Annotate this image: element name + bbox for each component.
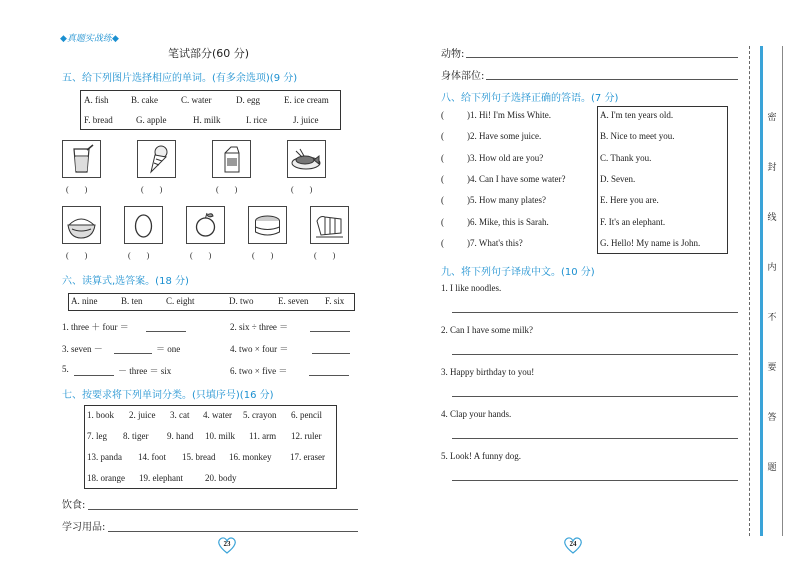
answer-option: D. two — [229, 296, 254, 306]
word-item: 18. orange — [87, 473, 125, 483]
answer-blank[interactable]: ( ) — [314, 251, 336, 260]
answer-item: C. Thank you. — [600, 152, 652, 163]
answer-option: B. ten — [121, 296, 143, 306]
translate-item-4: 4. Clap your hands. — [441, 409, 512, 419]
category-drinks-label: 饮食: — [62, 500, 86, 511]
seal-border — [749, 46, 750, 536]
translate-item-3: 3. Happy birthday to you! — [441, 367, 535, 377]
word-item: 11. arm — [249, 431, 277, 441]
answer-blank[interactable]: ( ) — [216, 185, 238, 194]
header-tag: ◆真题实战练◆ — [60, 34, 119, 44]
section-9-heading: 九、将下列句子译成中文。(10 分) — [441, 267, 595, 278]
rice-bowl-icon — [62, 206, 101, 244]
math-item-4: 4. two × four ＝ — [230, 344, 289, 354]
seal-char: 封 — [767, 163, 777, 173]
answer-blank-open[interactable]: ( — [441, 173, 444, 184]
answer-line[interactable] — [146, 331, 186, 332]
answer-line[interactable] — [74, 375, 114, 376]
question-item: )4. Can I have some water? — [467, 173, 566, 184]
answer-line[interactable] — [312, 353, 350, 354]
word-item: 13. panda — [87, 452, 122, 462]
question-item: )5. How many plates? — [467, 195, 546, 206]
word-option: B. cake — [131, 95, 158, 105]
word-item: 8. tiger — [123, 431, 149, 441]
word-option: C. water — [181, 95, 212, 105]
translate-item-5: 5. Look! A funny dog. — [441, 451, 521, 461]
egg-icon — [124, 206, 163, 244]
word-option: A. fish — [84, 95, 109, 105]
answer-blank-open[interactable]: ( — [441, 216, 444, 227]
seal-char: 答 — [767, 413, 777, 423]
question-item: )2. Have some juice. — [467, 131, 542, 142]
math-item-1: 1. three ＋ four ＝ — [62, 322, 129, 332]
answer-blank[interactable]: ( ) — [252, 251, 274, 260]
answer-line[interactable] — [452, 396, 738, 397]
math-item-3: 3. seven － — [62, 344, 103, 354]
category-school-label: 学习用品: — [62, 522, 106, 533]
answer-item: F. It's an elephant. — [600, 216, 666, 227]
seal-char: 要 — [767, 363, 777, 373]
milk-carton-icon — [212, 140, 251, 178]
answer-blank[interactable]: ( ) — [291, 185, 313, 194]
answer-option: A. nine — [71, 296, 98, 306]
question-item: )3. How old are you? — [467, 152, 544, 163]
word-option: H. milk — [193, 115, 221, 125]
answer-line[interactable] — [310, 331, 350, 332]
math-item-3-rest: ＝ one — [156, 344, 181, 354]
answer-blank[interactable]: ( ) — [66, 251, 88, 260]
seal-accent-line — [760, 46, 763, 536]
answer-line[interactable] — [452, 480, 738, 481]
answer-line[interactable] — [466, 57, 738, 58]
answer-blank-open[interactable]: ( — [441, 237, 444, 248]
word-item: 20. body — [205, 473, 237, 483]
answer-option: E. seven — [278, 296, 309, 306]
cake-icon — [248, 206, 287, 244]
word-item: 16. monkey — [229, 452, 272, 462]
word-item: 9. hand — [167, 431, 194, 441]
word-option: D. egg — [236, 95, 260, 105]
answer-line[interactable] — [309, 375, 349, 376]
word-item: 10. milk — [205, 431, 236, 441]
math-item-5: 5. — [62, 364, 69, 374]
seal-char: 内 — [767, 263, 777, 273]
section-6-heading: 六、读算式,选答案。(18 分) — [62, 276, 189, 287]
section-8-heading: 八、给下列句子选择正确的答语。(7 分) — [441, 93, 619, 104]
answer-option: C. eight — [166, 296, 195, 306]
seal-char: 密 — [767, 113, 777, 123]
diamond-icon: ◆ — [60, 34, 67, 44]
math-item-2: 2. six ÷ three ＝ — [230, 322, 289, 332]
answer-line[interactable] — [452, 312, 738, 313]
answer-item: B. Nice to meet you. — [600, 131, 675, 142]
water-glass-icon — [62, 140, 101, 178]
word-item: 6. pencil — [291, 410, 322, 420]
word-item: 5. crayon — [243, 410, 277, 420]
answer-item: E. Here you are. — [600, 195, 659, 206]
answer-blank[interactable]: ( ) — [141, 185, 163, 194]
word-item: 19. elephant — [139, 473, 183, 483]
word-option: G. apple — [136, 115, 167, 125]
math-item-5-rest: － three ＝ six — [118, 366, 172, 376]
math-item-6: 6. two × five ＝ — [230, 366, 288, 376]
answer-option: F. six — [325, 296, 345, 306]
translate-item-2: 2. Can I have some milk? — [441, 325, 533, 335]
word-classify-box — [84, 405, 337, 489]
category-body-label: 身体部位: — [441, 71, 485, 82]
answer-line[interactable] — [114, 353, 152, 354]
answer-blank-open[interactable]: ( — [441, 152, 444, 163]
answer-blank-open[interactable]: ( — [441, 195, 444, 206]
word-bank-box — [80, 90, 341, 130]
question-item: )6. Mike, this is Sarah. — [467, 216, 549, 227]
seal-char: 题 — [767, 463, 777, 473]
answer-line[interactable] — [452, 354, 738, 355]
answer-blank-open[interactable]: ( — [441, 131, 444, 142]
answer-options-box — [68, 293, 355, 311]
answer-blank[interactable]: ( ) — [66, 185, 88, 194]
section-7-heading: 七、按要求将下列单词分类。(只填序号)(16 分) — [62, 390, 274, 401]
seal-char: 不 — [767, 313, 777, 323]
page-number-left: 23 — [216, 536, 238, 554]
ice-cream-icon — [137, 140, 176, 178]
answer-blank[interactable]: ( ) — [190, 251, 212, 260]
bread-icon — [310, 206, 349, 244]
word-item: 17. eraser — [290, 452, 325, 462]
word-item: 15. bread — [182, 452, 216, 462]
answer-blank[interactable]: ( ) — [128, 251, 150, 260]
apple-icon — [186, 206, 225, 244]
fish-plate-icon — [287, 140, 326, 178]
word-item: 3. cat — [170, 410, 190, 420]
word-item: 1. book — [87, 410, 114, 420]
word-item: 4. water — [203, 410, 232, 420]
question-item: )7. What's this? — [467, 237, 523, 248]
word-item: 7. leg — [87, 431, 107, 441]
page-title: 笔试部分(60 分) — [168, 47, 250, 60]
page-number-right: 24 — [562, 536, 584, 554]
seal-border — [782, 46, 783, 536]
category-animal-label: 动物: — [441, 49, 465, 60]
word-option: J. juice — [293, 115, 319, 125]
answer-line[interactable] — [88, 509, 358, 510]
answer-line[interactable] — [452, 438, 738, 439]
question-item: )1. Hi! I'm Miss White. — [467, 110, 551, 120]
word-item: 14. foot — [138, 452, 166, 462]
word-item: 12. ruler — [291, 431, 322, 441]
section-5-heading: 五、给下列图片选择相应的单词。(有多余选项)(9 分) — [62, 73, 298, 84]
word-option: F. bread — [84, 115, 113, 125]
answer-item: G. Hello! My name is John. — [600, 237, 701, 248]
seal-char: 线 — [767, 213, 777, 223]
answer-blank-open[interactable]: ( — [441, 110, 444, 120]
diamond-icon: ◆ — [111, 34, 119, 44]
word-item: 2. juice — [129, 410, 156, 420]
answer-item: D. Seven. — [600, 173, 636, 184]
answer-line[interactable] — [108, 531, 358, 532]
answer-item: A. I'm ten years old. — [600, 110, 674, 120]
word-option: I. rice — [246, 115, 267, 125]
word-option: E. ice cream — [284, 95, 329, 105]
answer-line[interactable] — [486, 79, 738, 80]
translate-item-1: 1. I like noodles. — [441, 283, 502, 293]
